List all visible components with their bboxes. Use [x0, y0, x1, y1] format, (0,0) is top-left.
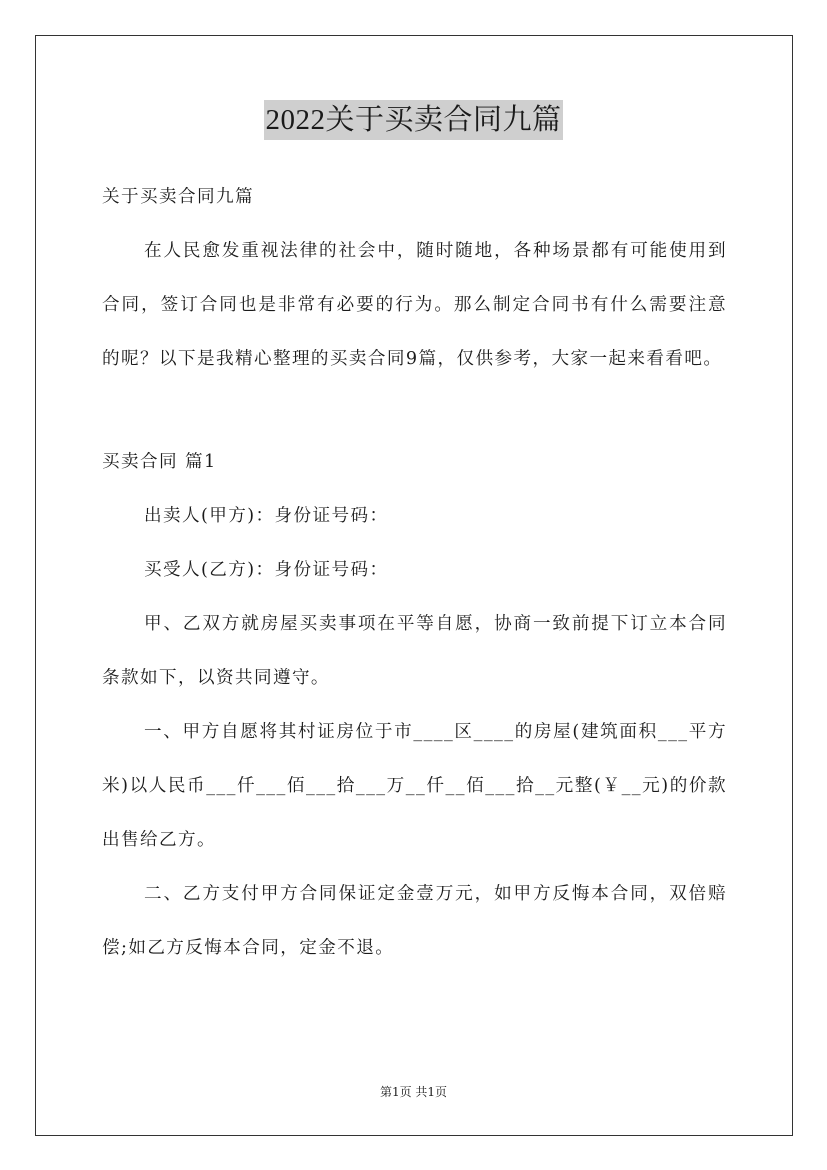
- seller-line: 出卖人(甲方)：身份证号码：: [144, 506, 389, 526]
- spacer: [102, 386, 727, 435]
- section-heading: 买卖合同 篇1: [102, 452, 217, 472]
- document-body: [102, 170, 727, 975]
- clause-2-paragraph: 二、乙方支付甲方合同保证定金壹万元，如甲方反悔本合同，双倍赔偿;如乙方反悔本合同，定金不退。: [102, 884, 727, 958]
- clause-1-paragraph: 一、甲方自愿将其村证房位于市____区____的房屋(建筑面积___平方米)以人民币___仟___佰___拾___万__仟__佰___拾__元整(￥__元)的价款出售给乙方。: [102, 722, 727, 850]
- intro-paragraph: 在人民愈发重视法律的社会中，随时随地，各种场景都有可能使用到合同，签订合同也是非常有必要的行为。那么制定合同书有什么需要注意的呢？以下是我精心整理的买卖合同9篇，仅供参考，大家一起来看看吧。: [102, 241, 727, 369]
- document-subtitle: 关于买卖合同九篇: [102, 187, 254, 207]
- preamble-paragraph: 甲、乙双方就房屋买卖事项在平等自愿，协商一致前提下订立本合同条款如下，以资共同遵守。: [102, 614, 727, 688]
- document-title: 2022关于买卖合同九篇: [264, 100, 562, 140]
- page-footer: 第1页 共1页: [379, 1085, 448, 1099]
- buyer-line: 买受人(乙方)：身份证号码：: [144, 560, 389, 580]
- title-container: [0, 100, 827, 140]
